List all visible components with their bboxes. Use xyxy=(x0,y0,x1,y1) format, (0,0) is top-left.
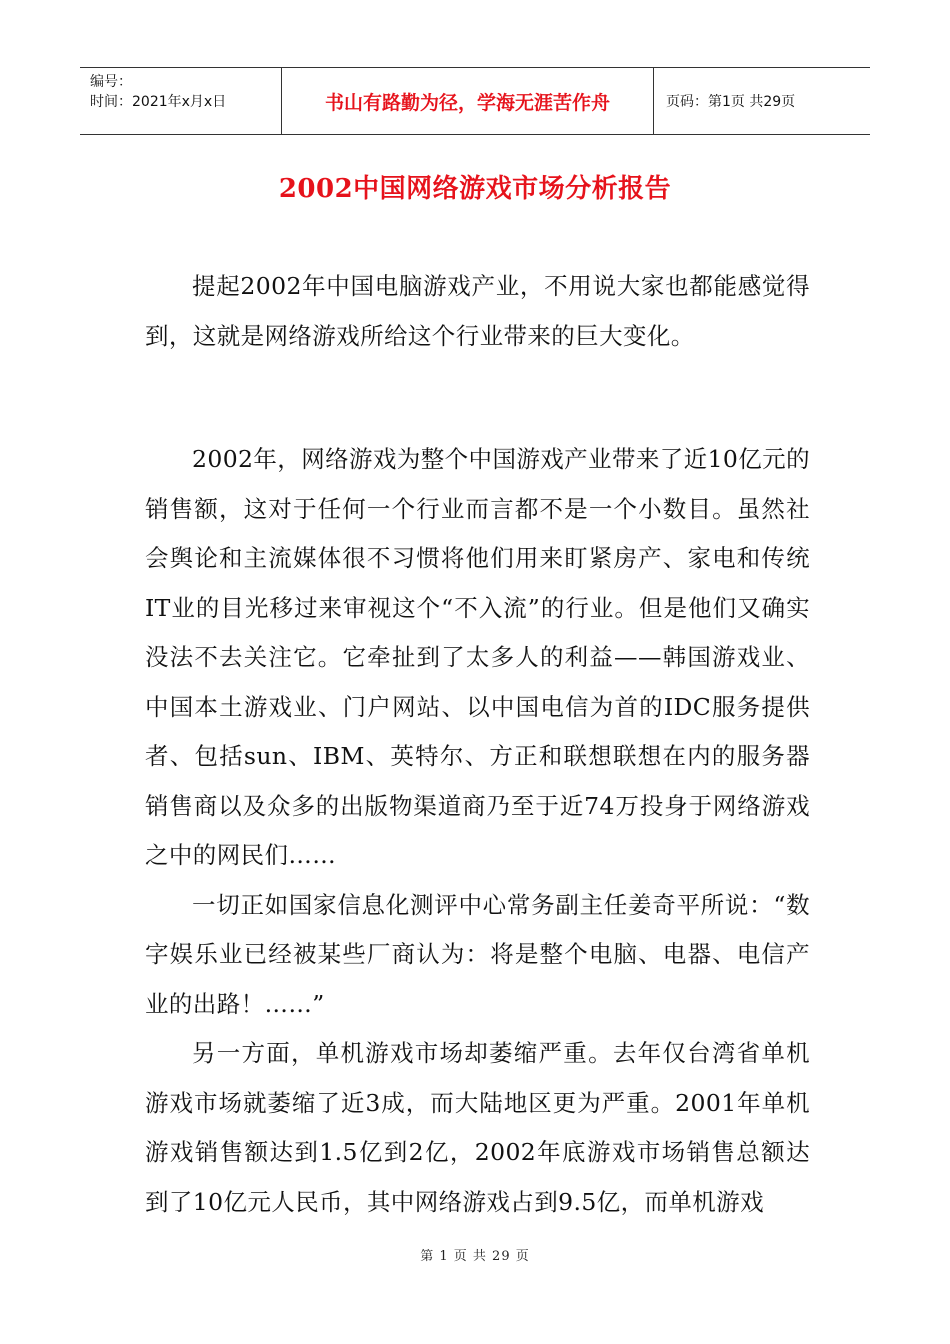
header-motto: 书山有路勤为径，学海无涯苦作舟 xyxy=(282,68,654,134)
number-label: 编号： xyxy=(90,74,132,90)
paragraph: 提起2002年中国电脑游戏产业，不用说大家也都能感觉得到，这就是网络游戏所给这个行业带来的巨大变化。 xyxy=(145,272,810,350)
paragraph: 另一方面，单机游戏市场却萎缩严重。去年仅台湾省单机游戏市场就萎缩了近3成，而大陆地区更为严重。2001年单机游戏销售额达到1.5亿到2亿，2002年底游戏市场销售总额达到了10亿元人民币，其中网络游戏占到9.5亿，而单机游戏 xyxy=(145,1039,810,1216)
document-body xyxy=(145,262,810,1227)
date-line: 时间：2021年x月x日 xyxy=(90,94,227,110)
paragraph: 一切正如国家信息化测评中心常务副主任姜奇平所说：“数字娱乐业已经被某些厂商认为：将是整个电脑、电器、电信产业的出路！……” xyxy=(145,890,810,1018)
document-title: 2002中国网络游戏市场分析报告 xyxy=(278,174,672,204)
document-header xyxy=(80,67,870,135)
header-page-info: 页码：第1页 共29页 xyxy=(666,94,796,110)
header-meta xyxy=(80,68,282,134)
page-footer: 第 1 页 共 29 页 xyxy=(420,1249,530,1264)
paragraph: 2002年，网络游戏为整个中国游戏产业带来了近10亿元的销售额，这对于任何一个行业而言都不是一个小数目。虽然社会舆论和主流媒体很不习惯将他们用来盯紧房产、家电和传统IT业的目光移过来审视这个“不入流”的行业。但是他们又确实没法不去关注它。它牵扯到了太多人的利益——韩国游戏业、中国本土游戏业、门户网站、以中国电信为首的IDC服务提供者、包括sun、IBM、英特尔、方正和联想联想在内的服务器销售商以及众多的出版物渠道商乃至于近74万投身于网络游戏之中的网民们…… xyxy=(145,445,810,869)
